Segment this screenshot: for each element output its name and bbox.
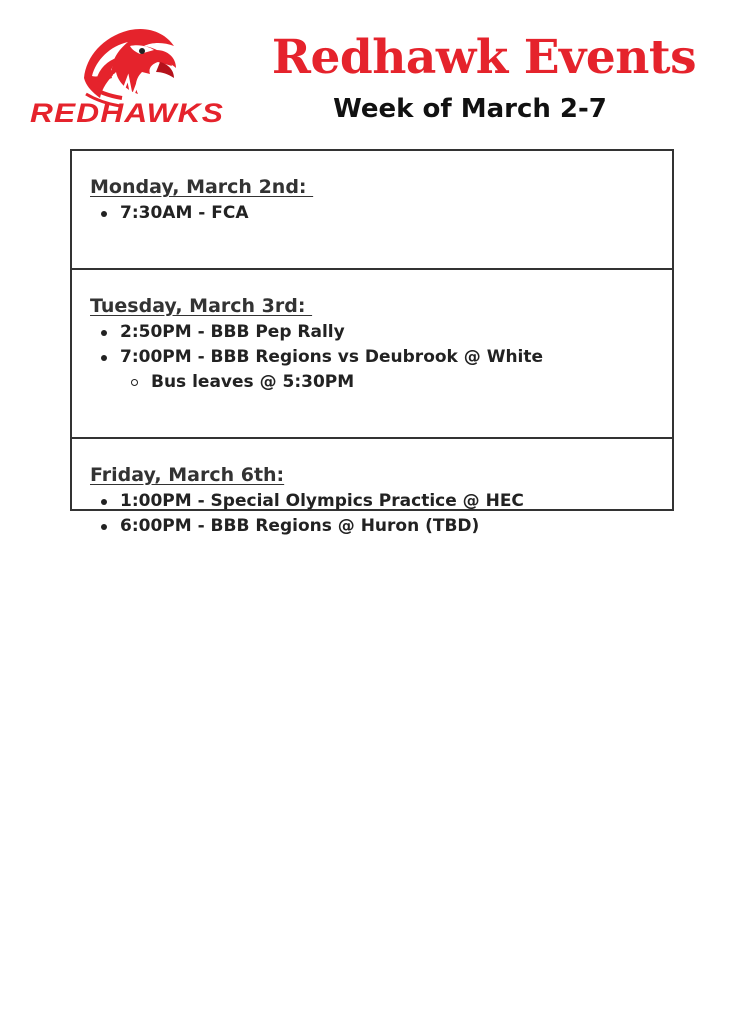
redhawk-head-icon	[26, 16, 228, 128]
bullet-icon	[101, 524, 107, 530]
day-title: Monday, March 2nd:	[90, 176, 314, 198]
day-section-tuesday	[72, 294, 672, 439]
redhawks-wordmark: REDHAWKS	[30, 98, 224, 128]
hollow-bullet-icon	[131, 379, 138, 386]
bullet-icon	[101, 499, 107, 505]
event-item	[90, 514, 654, 539]
event-text: 7:30AM - FCA	[120, 203, 249, 223]
event-item	[90, 345, 654, 370]
event-text: 6:00PM - BBB Regions @ Huron (TBD)	[120, 516, 480, 536]
event-item	[90, 489, 654, 514]
day-title: Friday, March 6th:	[90, 464, 285, 486]
day-section-monday	[72, 175, 672, 270]
day-section-friday	[72, 463, 672, 581]
event-list	[90, 201, 654, 226]
events-schedule	[70, 149, 674, 536]
event-text: 7:00PM - BBB Regions vs Deubrook @ White	[120, 347, 544, 367]
event-item	[90, 201, 654, 226]
sub-event-item	[90, 370, 654, 395]
bullet-icon	[101, 211, 107, 217]
event-text: 2:50PM - BBB Pep Rally	[120, 322, 345, 342]
bullet-icon	[101, 355, 107, 361]
day-title: Tuesday, March 3rd:	[90, 295, 313, 317]
bullet-icon	[101, 330, 107, 336]
event-text: 1:00PM - Special Olympics Practice @ HEC	[120, 491, 524, 511]
event-list	[90, 320, 654, 370]
redhawks-logo	[26, 16, 228, 128]
page-title: Redhawk Events	[271, 30, 697, 85]
sub-event-list	[90, 370, 654, 395]
event-list	[90, 489, 654, 539]
sub-event-text: Bus leaves @ 5:30PM	[151, 372, 355, 392]
page-subtitle: Week of March 2-7	[333, 94, 607, 124]
event-item	[90, 320, 654, 345]
